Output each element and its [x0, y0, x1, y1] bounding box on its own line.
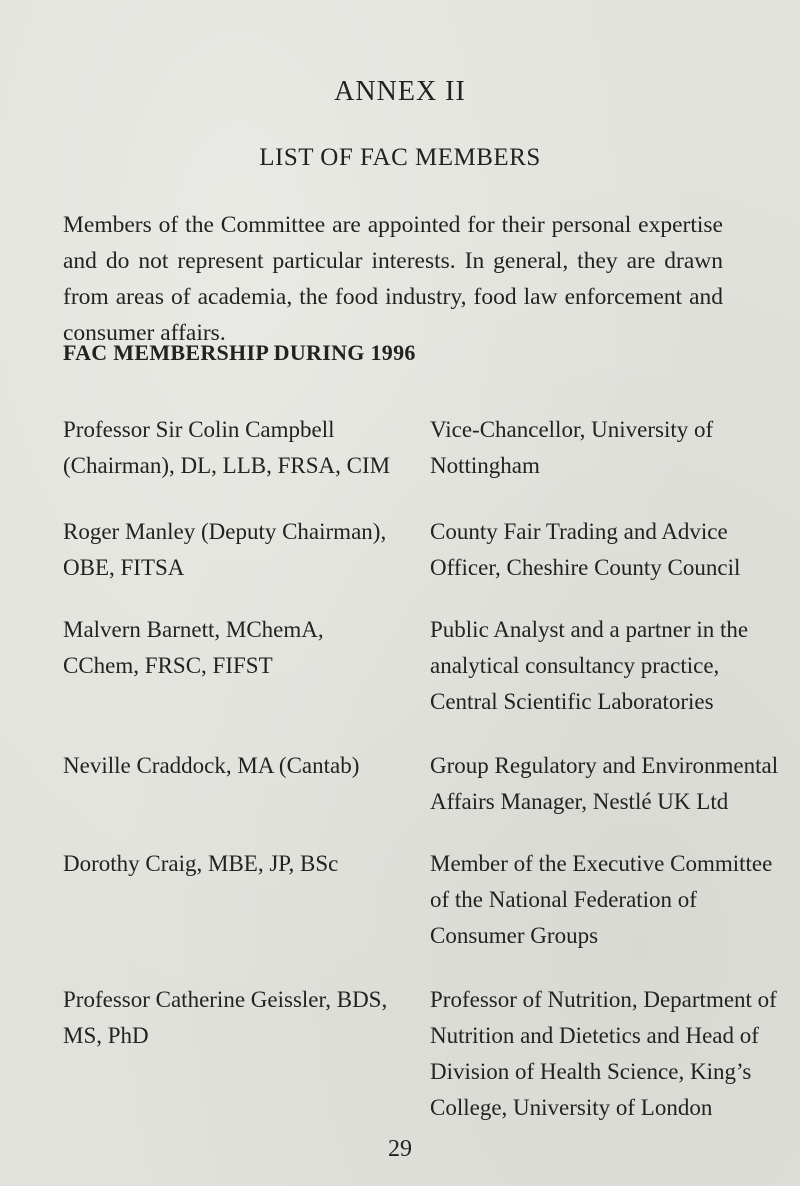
- member-name: Neville Craddock, MA (Cantab): [63, 753, 360, 778]
- member-role: Public Analyst and a partner in the analytical consultancy practice, Central Scientific Laboratories: [430, 617, 749, 714]
- intro-text: Members of the Committee are appointed for their personal expertise and do not represent particular interests. In general, they are drawn from areas of academia, the food industry, food law enforcement and consumer affairs.: [63, 212, 723, 346]
- membership-heading: FAC MEMBERSHIP DURING 1996: [63, 340, 416, 365]
- member-name: Dorothy Craig, MBE, JP, BSc: [63, 851, 339, 876]
- list-title: LIST OF FAC MEMBERS: [259, 144, 541, 171]
- member-name: Professor Sir Colin Campbell (Chairman), DL, LLB, FRSA, CIM: [63, 417, 391, 478]
- member-role: Professor of Nutrition, Department of Nutrition and Dietetics and Head of Division of Health Science, King’s College, University of London: [430, 987, 777, 1120]
- member-name: Malvern Barnett, MChemA, CChem, FRSC, FIFST: [63, 617, 324, 678]
- member-name: Roger Manley (Deputy Chairman), OBE, FITSA: [63, 519, 387, 580]
- intro-paragraph: [63, 207, 723, 351]
- member-name: Professor Catherine Geissler, BDS, MS, PhD: [63, 987, 388, 1048]
- member-role: County Fair Trading and Advice Officer, Cheshire County Council: [430, 519, 741, 580]
- annex-title: ANNEX II: [334, 76, 466, 107]
- member-role: Group Regulatory and Environmental Affairs Manager, Nestlé UK Ltd: [430, 753, 779, 814]
- member-role: Vice-Chancellor, University of Nottingham: [430, 417, 714, 478]
- page-number: 29: [388, 1136, 412, 1162]
- member-role: Member of the Executive Committee of the National Federation of Consumer Groups: [430, 851, 773, 948]
